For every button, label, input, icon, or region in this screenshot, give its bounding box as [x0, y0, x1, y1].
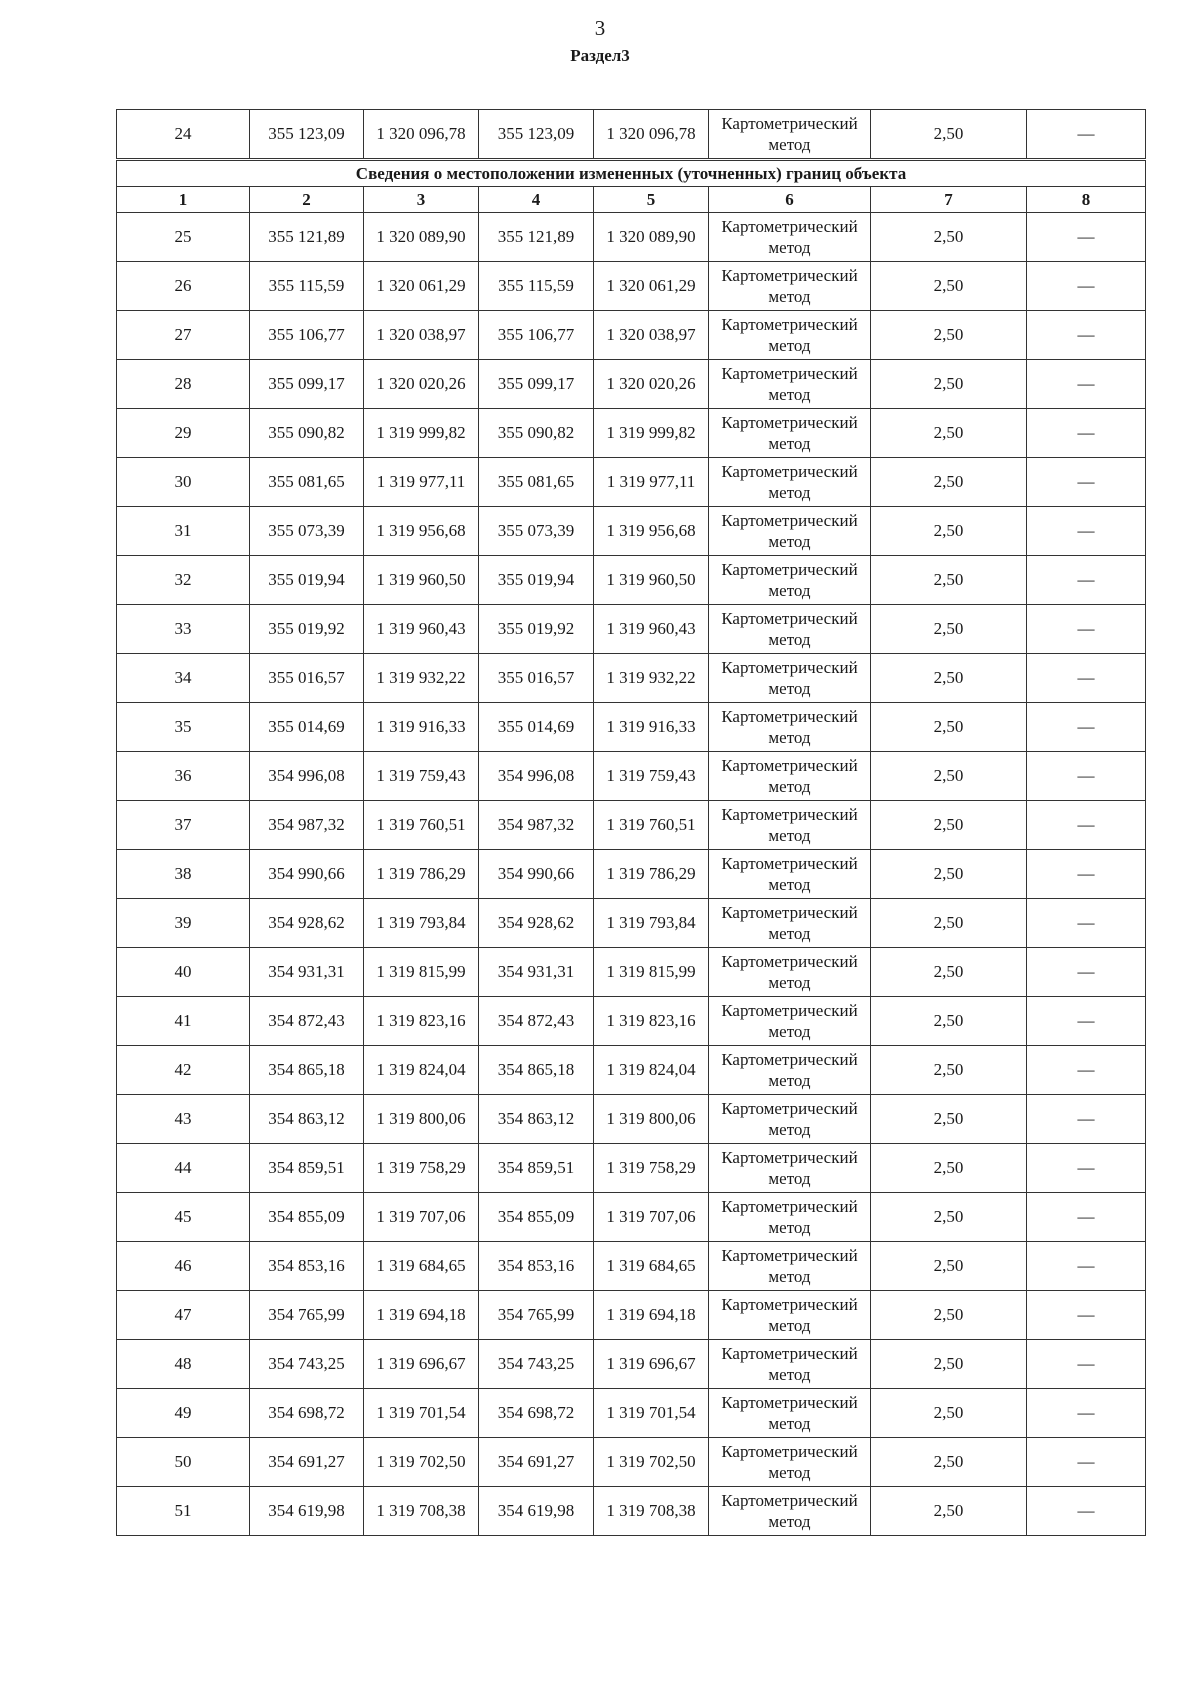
cell-new-y: 1 319 916,33 — [594, 703, 709, 752]
cell-method: Картометрический метод — [709, 654, 871, 703]
cell-existing-x: 354 743,25 — [250, 1340, 364, 1389]
cell-new-x: 355 123,09 — [479, 110, 594, 160]
cell-accuracy: 2,50 — [871, 1438, 1027, 1487]
cell-accuracy: 2,50 — [871, 311, 1027, 360]
table-row — [117, 1242, 1146, 1291]
cell-point-number: 43 — [117, 1095, 250, 1144]
cell-description: — — [1027, 654, 1146, 703]
cell-existing-y: 1 319 758,29 — [364, 1144, 479, 1193]
cell-accuracy: 2,50 — [871, 360, 1027, 409]
cell-existing-y: 1 319 932,22 — [364, 654, 479, 703]
cell-method: Картометрический метод — [709, 1193, 871, 1242]
cell-description: — — [1027, 605, 1146, 654]
cell-method: Картометрический метод — [709, 703, 871, 752]
cell-existing-y: 1 319 759,43 — [364, 752, 479, 801]
cell-new-x: 355 121,89 — [479, 213, 594, 262]
cell-description: — — [1027, 1193, 1146, 1242]
table-row — [117, 1389, 1146, 1438]
column-number-row — [117, 187, 1146, 213]
cell-point-number: 40 — [117, 948, 250, 997]
cell-accuracy: 2,50 — [871, 703, 1027, 752]
cell-accuracy: 2,50 — [871, 110, 1027, 160]
table-row — [117, 360, 1146, 409]
cell-method: Картометрический метод — [709, 507, 871, 556]
table-row — [117, 1487, 1146, 1536]
cell-point-number: 29 — [117, 409, 250, 458]
coordinates-table — [116, 109, 1146, 1536]
cell-existing-y: 1 319 916,33 — [364, 703, 479, 752]
cell-new-y: 1 319 758,29 — [594, 1144, 709, 1193]
cell-existing-y: 1 319 701,54 — [364, 1389, 479, 1438]
table-row — [117, 1193, 1146, 1242]
cell-existing-x: 354 863,12 — [250, 1095, 364, 1144]
cell-existing-x: 354 996,08 — [250, 752, 364, 801]
cell-point-number: 38 — [117, 850, 250, 899]
section-header-row — [117, 160, 1146, 187]
cell-description: — — [1027, 409, 1146, 458]
cell-point-number: 35 — [117, 703, 250, 752]
cell-existing-y: 1 319 977,11 — [364, 458, 479, 507]
table-body — [117, 110, 1146, 1536]
cell-existing-y: 1 319 823,16 — [364, 997, 479, 1046]
cell-method: Картометрический метод — [709, 997, 871, 1046]
table-row — [117, 1291, 1146, 1340]
cell-new-y: 1 319 708,38 — [594, 1487, 709, 1536]
column-number: 1 — [117, 187, 250, 213]
cell-description: — — [1027, 1389, 1146, 1438]
cell-existing-x: 355 123,09 — [250, 110, 364, 160]
cell-new-x: 355 019,94 — [479, 556, 594, 605]
table-row — [117, 1046, 1146, 1095]
column-number: 5 — [594, 187, 709, 213]
cell-accuracy: 2,50 — [871, 752, 1027, 801]
cell-new-y: 1 319 701,54 — [594, 1389, 709, 1438]
cell-method: Картометрический метод — [709, 1046, 871, 1095]
cell-point-number: 42 — [117, 1046, 250, 1095]
cell-new-y: 1 319 760,51 — [594, 801, 709, 850]
table-row — [117, 262, 1146, 311]
cell-method: Картометрический метод — [709, 850, 871, 899]
cell-description: — — [1027, 801, 1146, 850]
cell-existing-x: 354 853,16 — [250, 1242, 364, 1291]
cell-method: Картометрический метод — [709, 110, 871, 160]
cell-point-number: 26 — [117, 262, 250, 311]
cell-new-y: 1 319 960,50 — [594, 556, 709, 605]
cell-description: — — [1027, 1242, 1146, 1291]
cell-accuracy: 2,50 — [871, 948, 1027, 997]
cell-existing-y: 1 319 815,99 — [364, 948, 479, 997]
cell-method: Картометрический метод — [709, 556, 871, 605]
cell-method: Картометрический метод — [709, 1291, 871, 1340]
cell-point-number: 24 — [117, 110, 250, 160]
table-row — [117, 213, 1146, 262]
cell-point-number: 36 — [117, 752, 250, 801]
cell-existing-x: 354 855,09 — [250, 1193, 364, 1242]
cell-method: Картометрический метод — [709, 262, 871, 311]
cell-description: — — [1027, 507, 1146, 556]
cell-point-number: 50 — [117, 1438, 250, 1487]
cell-new-y: 1 319 823,16 — [594, 997, 709, 1046]
table-row — [117, 507, 1146, 556]
cell-new-x: 355 073,39 — [479, 507, 594, 556]
column-number: 4 — [479, 187, 594, 213]
cell-new-y: 1 320 096,78 — [594, 110, 709, 160]
cell-description: — — [1027, 948, 1146, 997]
cell-existing-y: 1 319 684,65 — [364, 1242, 479, 1291]
table-row — [117, 556, 1146, 605]
cell-new-y: 1 319 786,29 — [594, 850, 709, 899]
cell-description: — — [1027, 262, 1146, 311]
cell-existing-y: 1 319 960,50 — [364, 556, 479, 605]
cell-new-x: 355 090,82 — [479, 409, 594, 458]
cell-accuracy: 2,50 — [871, 1144, 1027, 1193]
cell-description: — — [1027, 752, 1146, 801]
column-number: 2 — [250, 187, 364, 213]
cell-description: — — [1027, 556, 1146, 605]
cell-new-y: 1 319 684,65 — [594, 1242, 709, 1291]
cell-existing-x: 354 765,99 — [250, 1291, 364, 1340]
cell-existing-x: 355 019,92 — [250, 605, 364, 654]
cell-method: Картометрический метод — [709, 605, 871, 654]
cell-point-number: 47 — [117, 1291, 250, 1340]
cell-existing-y: 1 319 760,51 — [364, 801, 479, 850]
cell-method: Картометрический метод — [709, 1144, 871, 1193]
cell-new-x: 354 698,72 — [479, 1389, 594, 1438]
cell-new-x: 354 743,25 — [479, 1340, 594, 1389]
cell-accuracy: 2,50 — [871, 605, 1027, 654]
cell-point-number: 45 — [117, 1193, 250, 1242]
cell-point-number: 37 — [117, 801, 250, 850]
cell-existing-y: 1 319 694,18 — [364, 1291, 479, 1340]
cell-accuracy: 2,50 — [871, 1291, 1027, 1340]
cell-new-x: 354 619,98 — [479, 1487, 594, 1536]
cell-new-y: 1 320 038,97 — [594, 311, 709, 360]
cell-new-y: 1 319 696,67 — [594, 1340, 709, 1389]
cell-accuracy: 2,50 — [871, 1242, 1027, 1291]
cell-existing-y: 1 319 956,68 — [364, 507, 479, 556]
cell-new-y: 1 319 694,18 — [594, 1291, 709, 1340]
cell-method: Картометрический метод — [709, 1340, 871, 1389]
cell-new-x: 355 106,77 — [479, 311, 594, 360]
cell-existing-y: 1 319 960,43 — [364, 605, 479, 654]
cell-point-number: 33 — [117, 605, 250, 654]
cell-existing-x: 354 859,51 — [250, 1144, 364, 1193]
cell-method: Картометрический метод — [709, 213, 871, 262]
cell-point-number: 30 — [117, 458, 250, 507]
cell-description: — — [1027, 213, 1146, 262]
cell-existing-x: 354 931,31 — [250, 948, 364, 997]
cell-new-x: 354 872,43 — [479, 997, 594, 1046]
table-row — [117, 311, 1146, 360]
cell-existing-y: 1 319 708,38 — [364, 1487, 479, 1536]
cell-method: Картометрический метод — [709, 1095, 871, 1144]
cell-point-number: 27 — [117, 311, 250, 360]
cell-method: Картометрический метод — [709, 801, 871, 850]
cell-new-x: 354 996,08 — [479, 752, 594, 801]
cell-new-x: 354 855,09 — [479, 1193, 594, 1242]
cell-accuracy: 2,50 — [871, 213, 1027, 262]
cell-method: Картометрический метод — [709, 1438, 871, 1487]
cell-existing-x: 354 990,66 — [250, 850, 364, 899]
cell-accuracy: 2,50 — [871, 654, 1027, 703]
cell-accuracy: 2,50 — [871, 507, 1027, 556]
table-row — [117, 850, 1146, 899]
cell-accuracy: 2,50 — [871, 1487, 1027, 1536]
cell-new-x: 354 859,51 — [479, 1144, 594, 1193]
cell-existing-y: 1 319 800,06 — [364, 1095, 479, 1144]
cell-new-x: 355 081,65 — [479, 458, 594, 507]
cell-new-y: 1 319 707,06 — [594, 1193, 709, 1242]
cell-new-y: 1 319 800,06 — [594, 1095, 709, 1144]
cell-description: — — [1027, 899, 1146, 948]
cell-accuracy: 2,50 — [871, 899, 1027, 948]
cell-method: Картометрический метод — [709, 360, 871, 409]
cell-existing-x: 354 987,32 — [250, 801, 364, 850]
cell-method: Картометрический метод — [709, 458, 871, 507]
page-number: 3 — [594, 16, 606, 40]
cell-description: — — [1027, 850, 1146, 899]
cell-existing-y: 1 320 020,26 — [364, 360, 479, 409]
cell-method: Картометрический метод — [709, 311, 871, 360]
table-row — [117, 703, 1146, 752]
cell-method: Картометрический метод — [709, 409, 871, 458]
cell-new-y: 1 319 824,04 — [594, 1046, 709, 1095]
cell-existing-x: 354 698,72 — [250, 1389, 364, 1438]
cell-description: — — [1027, 1340, 1146, 1389]
column-number: 3 — [364, 187, 479, 213]
cell-existing-x: 354 872,43 — [250, 997, 364, 1046]
column-number: 7 — [871, 187, 1027, 213]
cell-description: — — [1027, 360, 1146, 409]
cell-existing-x: 355 081,65 — [250, 458, 364, 507]
cell-existing-x: 355 014,69 — [250, 703, 364, 752]
cell-new-x: 354 765,99 — [479, 1291, 594, 1340]
cell-new-x: 354 853,16 — [479, 1242, 594, 1291]
cell-new-y: 1 319 793,84 — [594, 899, 709, 948]
cell-method: Картометрический метод — [709, 1389, 871, 1438]
table-row — [117, 801, 1146, 850]
cell-accuracy: 2,50 — [871, 1046, 1027, 1095]
cell-description: — — [1027, 1095, 1146, 1144]
cell-accuracy: 2,50 — [871, 850, 1027, 899]
cell-accuracy: 2,50 — [871, 1340, 1027, 1389]
cell-method: Картометрический метод — [709, 899, 871, 948]
cell-existing-x: 355 016,57 — [250, 654, 364, 703]
cell-accuracy: 2,50 — [871, 997, 1027, 1046]
cell-point-number: 25 — [117, 213, 250, 262]
cell-description: — — [1027, 1144, 1146, 1193]
table-row — [117, 1340, 1146, 1389]
cell-new-y: 1 319 956,68 — [594, 507, 709, 556]
cell-existing-y: 1 320 038,97 — [364, 311, 479, 360]
cell-new-x: 355 115,59 — [479, 262, 594, 311]
cell-new-y: 1 320 020,26 — [594, 360, 709, 409]
cell-existing-y: 1 319 707,06 — [364, 1193, 479, 1242]
table-row — [117, 752, 1146, 801]
cell-accuracy: 2,50 — [871, 801, 1027, 850]
cell-description: — — [1027, 1438, 1146, 1487]
cell-new-x: 355 014,69 — [479, 703, 594, 752]
cell-description: — — [1027, 703, 1146, 752]
cell-new-y: 1 319 999,82 — [594, 409, 709, 458]
cell-new-y: 1 319 977,11 — [594, 458, 709, 507]
cell-existing-x: 354 928,62 — [250, 899, 364, 948]
cell-existing-y: 1 319 786,29 — [364, 850, 479, 899]
cell-accuracy: 2,50 — [871, 409, 1027, 458]
column-number: 6 — [709, 187, 871, 213]
table-row-first — [117, 110, 1146, 160]
cell-existing-x: 355 115,59 — [250, 262, 364, 311]
cell-existing-y: 1 320 089,90 — [364, 213, 479, 262]
cell-existing-x: 355 106,77 — [250, 311, 364, 360]
cell-existing-y: 1 319 793,84 — [364, 899, 479, 948]
cell-existing-x: 354 691,27 — [250, 1438, 364, 1487]
cell-new-y: 1 319 815,99 — [594, 948, 709, 997]
cell-accuracy: 2,50 — [871, 1389, 1027, 1438]
cell-new-x: 355 016,57 — [479, 654, 594, 703]
column-number: 8 — [1027, 187, 1146, 213]
table-row — [117, 458, 1146, 507]
cell-existing-x: 355 099,17 — [250, 360, 364, 409]
cell-point-number: 31 — [117, 507, 250, 556]
cell-new-y: 1 319 702,50 — [594, 1438, 709, 1487]
cell-existing-x: 355 090,82 — [250, 409, 364, 458]
cell-point-number: 39 — [117, 899, 250, 948]
cell-point-number: 51 — [117, 1487, 250, 1536]
cell-description: — — [1027, 1291, 1146, 1340]
table-row — [117, 899, 1146, 948]
table-row — [117, 1438, 1146, 1487]
cell-point-number: 44 — [117, 1144, 250, 1193]
cell-new-y: 1 320 089,90 — [594, 213, 709, 262]
table-row — [117, 654, 1146, 703]
cell-existing-x: 355 019,94 — [250, 556, 364, 605]
cell-method: Картометрический метод — [709, 752, 871, 801]
cell-existing-x: 354 619,98 — [250, 1487, 364, 1536]
cell-method: Картометрический метод — [709, 1487, 871, 1536]
cell-new-x: 354 990,66 — [479, 850, 594, 899]
cell-description: — — [1027, 311, 1146, 360]
table-row — [117, 1144, 1146, 1193]
cell-existing-x: 355 121,89 — [250, 213, 364, 262]
cell-point-number: 28 — [117, 360, 250, 409]
cell-description: — — [1027, 458, 1146, 507]
cell-point-number: 34 — [117, 654, 250, 703]
cell-existing-y: 1 319 824,04 — [364, 1046, 479, 1095]
cell-accuracy: 2,50 — [871, 1193, 1027, 1242]
cell-new-x: 355 019,92 — [479, 605, 594, 654]
cell-description: — — [1027, 1487, 1146, 1536]
cell-existing-y: 1 320 096,78 — [364, 110, 479, 160]
cell-new-y: 1 319 759,43 — [594, 752, 709, 801]
cell-point-number: 49 — [117, 1389, 250, 1438]
cell-existing-y: 1 319 999,82 — [364, 409, 479, 458]
cell-new-x: 354 928,62 — [479, 899, 594, 948]
cell-description: — — [1027, 997, 1146, 1046]
cell-description: — — [1027, 110, 1146, 160]
section-title: Раздел3 — [570, 46, 630, 65]
cell-accuracy: 2,50 — [871, 556, 1027, 605]
cell-new-x: 354 987,32 — [479, 801, 594, 850]
cell-new-x: 354 863,12 — [479, 1095, 594, 1144]
cell-existing-y: 1 320 061,29 — [364, 262, 479, 311]
cell-method: Картометрический метод — [709, 1242, 871, 1291]
cell-description: — — [1027, 1046, 1146, 1095]
table-row — [117, 605, 1146, 654]
cell-existing-x: 355 073,39 — [250, 507, 364, 556]
cell-method: Картометрический метод — [709, 948, 871, 997]
cell-new-y: 1 320 061,29 — [594, 262, 709, 311]
cell-new-x: 354 865,18 — [479, 1046, 594, 1095]
cell-new-x: 354 691,27 — [479, 1438, 594, 1487]
table-row — [117, 409, 1146, 458]
cell-new-y: 1 319 932,22 — [594, 654, 709, 703]
table-row — [117, 997, 1146, 1046]
cell-point-number: 46 — [117, 1242, 250, 1291]
cell-accuracy: 2,50 — [871, 458, 1027, 507]
cell-existing-y: 1 319 702,50 — [364, 1438, 479, 1487]
cell-new-y: 1 319 960,43 — [594, 605, 709, 654]
cell-existing-y: 1 319 696,67 — [364, 1340, 479, 1389]
cell-point-number: 32 — [117, 556, 250, 605]
cell-point-number: 48 — [117, 1340, 250, 1389]
cell-new-x: 354 931,31 — [479, 948, 594, 997]
table-row — [117, 1095, 1146, 1144]
cell-accuracy: 2,50 — [871, 1095, 1027, 1144]
cell-new-x: 355 099,17 — [479, 360, 594, 409]
cell-existing-x: 354 865,18 — [250, 1046, 364, 1095]
section-header-cell: Сведения о местоположении измененных (уточненных) границ объекта — [117, 160, 1146, 187]
cell-point-number: 41 — [117, 997, 250, 1046]
cell-accuracy: 2,50 — [871, 262, 1027, 311]
table-row — [117, 948, 1146, 997]
